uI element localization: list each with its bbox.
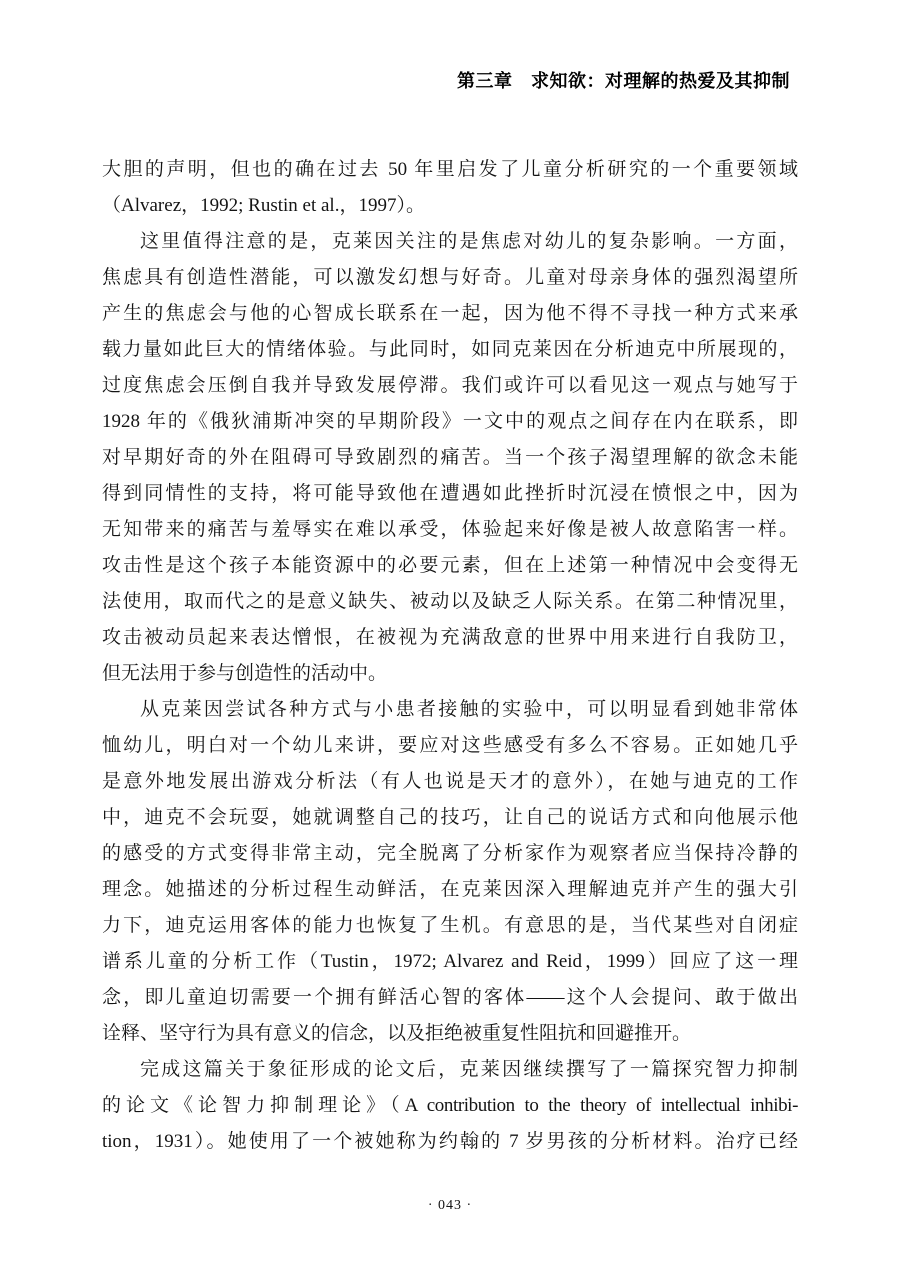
text-line: 谱系儿童的分析工作（Tustin，1972; Alvarez and Reid，1999）回应了这一理 <box>102 951 798 972</box>
text-line: 焦虑具有创造性潜能，可以激发幻想与好奇。儿童对母亲身体的强烈渴望所 <box>102 267 798 288</box>
text-line: 完成这篇关于象征形成的论文后，克莱因继续撰写了一篇探究智力抑制 <box>140 1059 798 1080</box>
text-line: 过度焦虑会压倒自我并导致发展停滞。我们或许可以看见这一观点与她写于 <box>102 375 798 396</box>
text-line: （Alvarez，1992; Rustin et al.，1997）。 <box>102 195 425 216</box>
text-line: 的论文《论智力抑制理论》（A contribution to the theory of intellectual inhibi- <box>102 1095 798 1116</box>
text-line: 的感受的方式变得非常主动，完全脱离了分析家作为观察者应当保持冷静的 <box>102 843 798 864</box>
text-line: 中，迪克不会玩耍，她就调整自己的技巧，让自己的说话方式和向他展示他 <box>102 807 798 828</box>
text-line: 念，即儿童迫切需要一个拥有鲜活心智的客体——这个人会提问、敢于做出 <box>102 987 798 1008</box>
text-line: 载力量如此巨大的情绪体验。与此同时，如同克莱因在分析迪克中所展现的， <box>102 339 798 360</box>
body-text <box>102 152 798 1160</box>
text-line: 攻击性是这个孩子本能资源中的必要元素，但在上述第一种情况中会变得无 <box>102 555 798 576</box>
text-line: 但无法用于参与创造性的活动中。 <box>102 663 388 684</box>
text-line: 力下，迪克运用客体的能力也恢复了生机。有意思的是，当代某些对自闭症 <box>102 915 798 936</box>
text-line: 产生的焦虑会与他的心智成长联系在一起，因为他不得不寻找一种方式来承 <box>102 303 798 324</box>
text-line: tion，1931）。她使用了一个被她称为约翰的 7 岁男孩的分析材料。治疗已经 <box>102 1131 798 1152</box>
text-line: 这里值得注意的是，克莱因关注的是焦虑对幼儿的复杂影响。一方面， <box>140 231 798 252</box>
text-line: 攻击被动员起来表达憎恨，在被视为充满敌意的世界中用来进行自我防卫， <box>102 627 798 648</box>
text-line: 是意外地发展出游戏分析法（有人也说是天才的意外），在她与迪克的工作 <box>102 771 798 792</box>
page-number: · 043 · <box>427 1198 473 1213</box>
text-line: 诠释、坚守行为具有意义的信念，以及拒绝被重复性阻抗和回避推开。 <box>102 1023 692 1044</box>
text-line: 对早期好奇的外在阻碍可导致剧烈的痛苦。当一个孩子渴望理解的欲念未能 <box>102 447 798 468</box>
chapter-running-head: 第三章 求知欲：对理解的热爱及其抑制 <box>457 71 790 91</box>
text-line: 1928 年的《俄狄浦斯冲突的早期阶段》一文中的观点之间存在内在联系，即 <box>102 411 798 432</box>
text-line: 理念。她描述的分析过程生动鲜活，在克莱因深入理解迪克并产生的强大引 <box>102 879 798 900</box>
text-line: 法使用，取而代之的是意义缺失、被动以及缺乏人际关系。在第二种情况里， <box>102 591 798 612</box>
text-line: 恤幼儿，明白对一个幼儿来讲，要应对这些感受有多么不容易。正如她几乎 <box>102 735 798 756</box>
text-line: 得到同情性的支持，将可能导致他在遭遇如此挫折时沉浸在愤恨之中，因为 <box>102 483 798 504</box>
text-line: 无知带来的痛苦与羞辱实在难以承受，体验起来好像是被人故意陷害一样。 <box>102 519 798 540</box>
text-line: 从克莱因尝试各种方式与小患者接触的实验中，可以明显看到她非常体 <box>140 699 798 720</box>
text-line: 大胆的声明，但也的确在过去 50 年里启发了儿童分析研究的一个重要领域 <box>102 159 798 180</box>
